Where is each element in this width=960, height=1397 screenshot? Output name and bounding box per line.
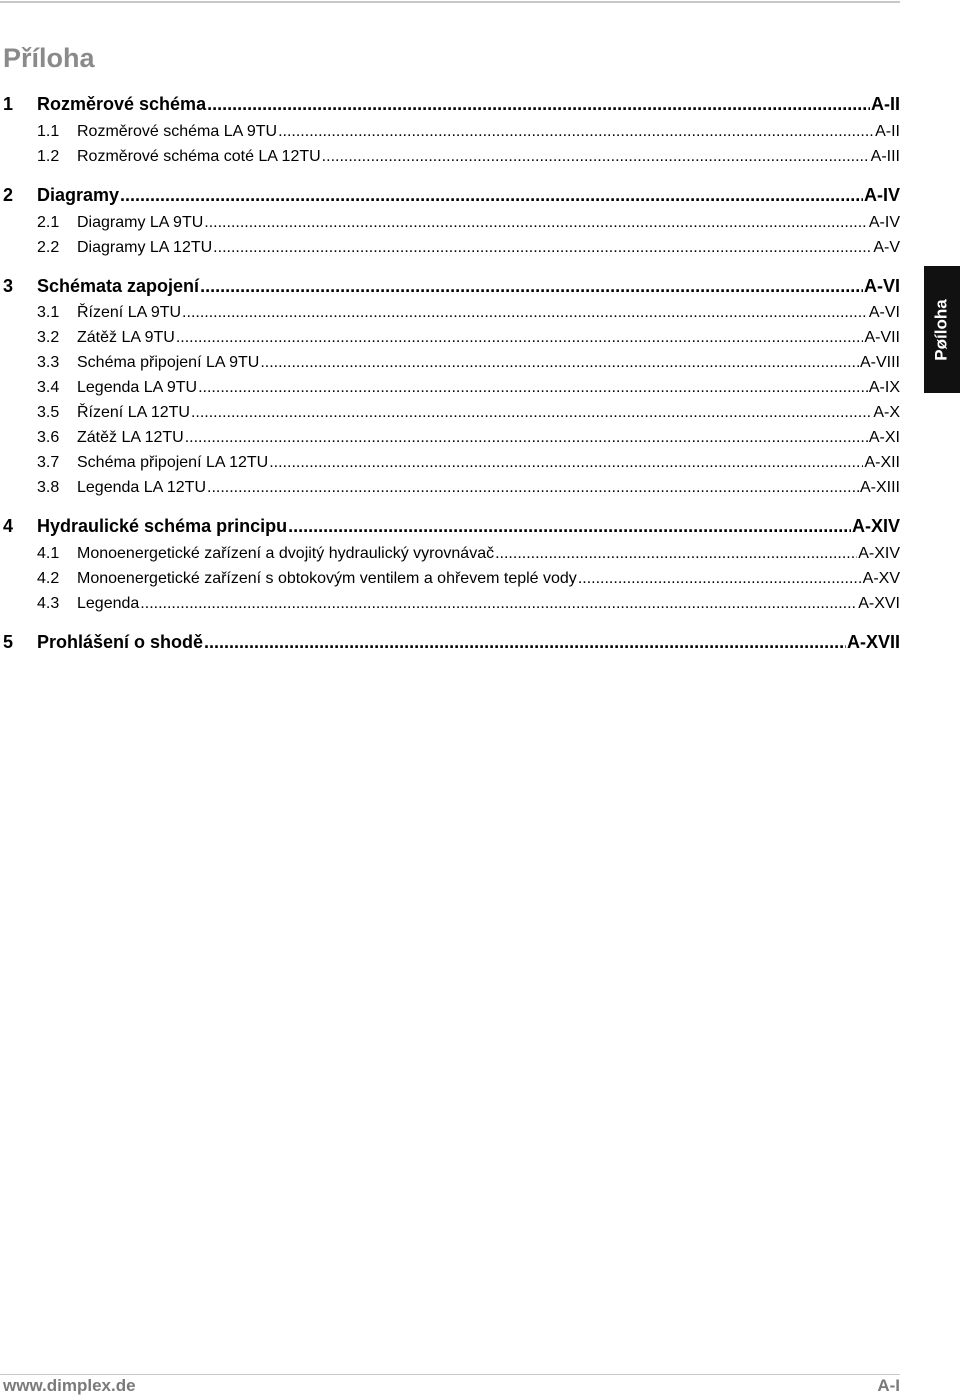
toc-page: A-XV (862, 570, 900, 587)
toc-leader-dots (185, 431, 868, 447)
toc-page: A-III (870, 148, 900, 165)
toc-entry-2-1[interactable] (0, 214, 900, 232)
toc-title: Schéma připojení LA 12TU (77, 454, 269, 471)
toc-page: A-XII (864, 454, 900, 471)
toc-title: Rozměrové schéma LA 9TU (77, 123, 278, 140)
footer-page-number: A-I (877, 1376, 900, 1395)
toc-page: A-VI (864, 276, 900, 296)
toc-leader-dots (269, 456, 863, 472)
toc-title: Diagramy (37, 185, 120, 205)
toc-number: 3.8 (37, 479, 60, 496)
toc-number: 1 (3, 94, 14, 114)
toc-entry-1-1[interactable] (0, 123, 900, 141)
toc-title: Monoenergetické zařízení s obtokovým ventilem a ohřevem teplé vody (77, 570, 577, 587)
toc-page: A-X (873, 404, 900, 421)
toc-leader-dots (204, 635, 846, 653)
toc-number: 3.6 (37, 429, 60, 446)
toc-leader-dots (204, 216, 868, 232)
toc-entry-2[interactable] (0, 185, 900, 206)
toc-page: A-XIII (859, 479, 900, 496)
toc-page: A-IX (868, 379, 900, 396)
toc-leader-dots (207, 481, 859, 497)
toc-page: A-II (871, 94, 900, 114)
toc-leader-dots (260, 356, 859, 372)
toc-title: Zátěž LA 12TU (77, 429, 184, 446)
toc-number: 3.5 (37, 404, 60, 421)
toc-number: 3.2 (37, 329, 60, 346)
toc-number: 4.1 (37, 545, 60, 562)
toc-leader-dots (288, 519, 851, 537)
toc-entry-4-2[interactable] (0, 570, 900, 588)
toc-entry-4[interactable] (0, 516, 900, 537)
toc-leader-dots (578, 572, 862, 588)
toc-number: 3.3 (37, 354, 60, 371)
toc-leader-dots (198, 381, 868, 397)
toc-page: A-IV (864, 185, 900, 205)
toc-leader-dots (278, 125, 874, 141)
toc-entry-3-7[interactable] (0, 454, 900, 472)
toc-leader-dots (200, 279, 863, 297)
toc-number: 3 (3, 276, 14, 296)
side-tab-label: Pøíloha (932, 298, 951, 361)
toc-number: 2.2 (37, 239, 60, 256)
toc-entry-4-3[interactable] (0, 595, 900, 613)
toc-entry-3[interactable] (0, 276, 900, 297)
toc-entry-3-3[interactable] (0, 354, 900, 372)
toc-leader-dots (191, 406, 872, 422)
toc-entry-2-2[interactable] (0, 239, 900, 257)
page-title: Příloha (3, 43, 95, 73)
toc-number: 3.1 (37, 304, 60, 321)
toc-number: 3.7 (37, 454, 60, 471)
toc-page: A-IV (868, 214, 900, 231)
toc-title: Řízení LA 9TU (77, 304, 182, 321)
toc-entry-1-2[interactable] (0, 148, 900, 166)
toc-title: Diagramy LA 9TU (77, 214, 204, 231)
toc-leader-dots (182, 306, 868, 322)
toc-page: A-II (875, 123, 900, 140)
header-rule (0, 1, 900, 3)
toc-title: Legenda (77, 595, 140, 612)
toc-title: Legenda LA 12TU (77, 479, 206, 496)
toc-title: Řízení LA 12TU (77, 404, 190, 421)
toc-entry-3-6[interactable] (0, 429, 900, 447)
toc-page: A-XIV (851, 516, 900, 536)
toc-title: Diagramy LA 12TU (77, 239, 213, 256)
toc-leader-dots (495, 547, 857, 563)
toc-page: A-VI (868, 304, 900, 321)
toc-page: A-XI (868, 429, 900, 446)
toc-title: Zátěž LA 9TU (77, 329, 175, 346)
toc-entry-3-4[interactable] (0, 379, 900, 397)
toc-number: 1.2 (37, 148, 60, 165)
footer-rule (0, 1374, 900, 1375)
toc-number: 4.2 (37, 570, 60, 587)
toc-number: 3.4 (37, 379, 60, 396)
toc-leader-dots (176, 331, 864, 347)
footer-website[interactable]: www.dimplex.de (3, 1376, 136, 1395)
toc-number: 4 (3, 516, 14, 536)
toc-leader-dots (140, 597, 857, 613)
toc-leader-dots (207, 97, 870, 115)
toc-entry-3-2[interactable] (0, 329, 900, 347)
toc-number: 5 (3, 632, 14, 652)
toc-title: Rozměrové schéma (37, 94, 207, 114)
toc-entry-5[interactable] (0, 632, 900, 653)
toc-entry-4-1[interactable] (0, 545, 900, 563)
toc-title: Legenda LA 9TU (77, 379, 198, 396)
toc-title: Rozměrové schéma coté LA 12TU (77, 148, 321, 165)
section-side-tab (924, 266, 960, 393)
toc-page: A-VII (864, 329, 900, 346)
toc-number: 2.1 (37, 214, 60, 231)
toc-title: Monoenergetické zařízení a dvojitý hydraulický vyrovnávač (77, 545, 495, 562)
toc-leader-dots (120, 188, 863, 206)
toc-leader-dots (322, 150, 870, 166)
toc-page: A-VIII (859, 354, 900, 371)
toc-page: A-XVI (858, 595, 900, 612)
toc-page: A-XVII (846, 632, 900, 652)
toc-page: A-V (873, 239, 900, 256)
toc-title: Schémata zapojení (37, 276, 200, 296)
toc-number: 2 (3, 185, 14, 205)
toc-page: A-XIV (858, 545, 900, 562)
toc-entry-3-1[interactable] (0, 304, 900, 322)
toc-leader-dots (213, 241, 872, 257)
toc-entry-1[interactable] (0, 94, 900, 115)
toc-title: Schéma připojení LA 9TU (77, 354, 260, 371)
toc-title: Prohlášení o shodě (37, 632, 204, 652)
toc-entry-3-8[interactable] (0, 479, 900, 497)
toc-number: 1.1 (37, 123, 60, 140)
toc-entry-3-5[interactable] (0, 404, 900, 422)
toc-number: 4.3 (37, 595, 60, 612)
toc-title: Hydraulické schéma principu (37, 516, 288, 536)
